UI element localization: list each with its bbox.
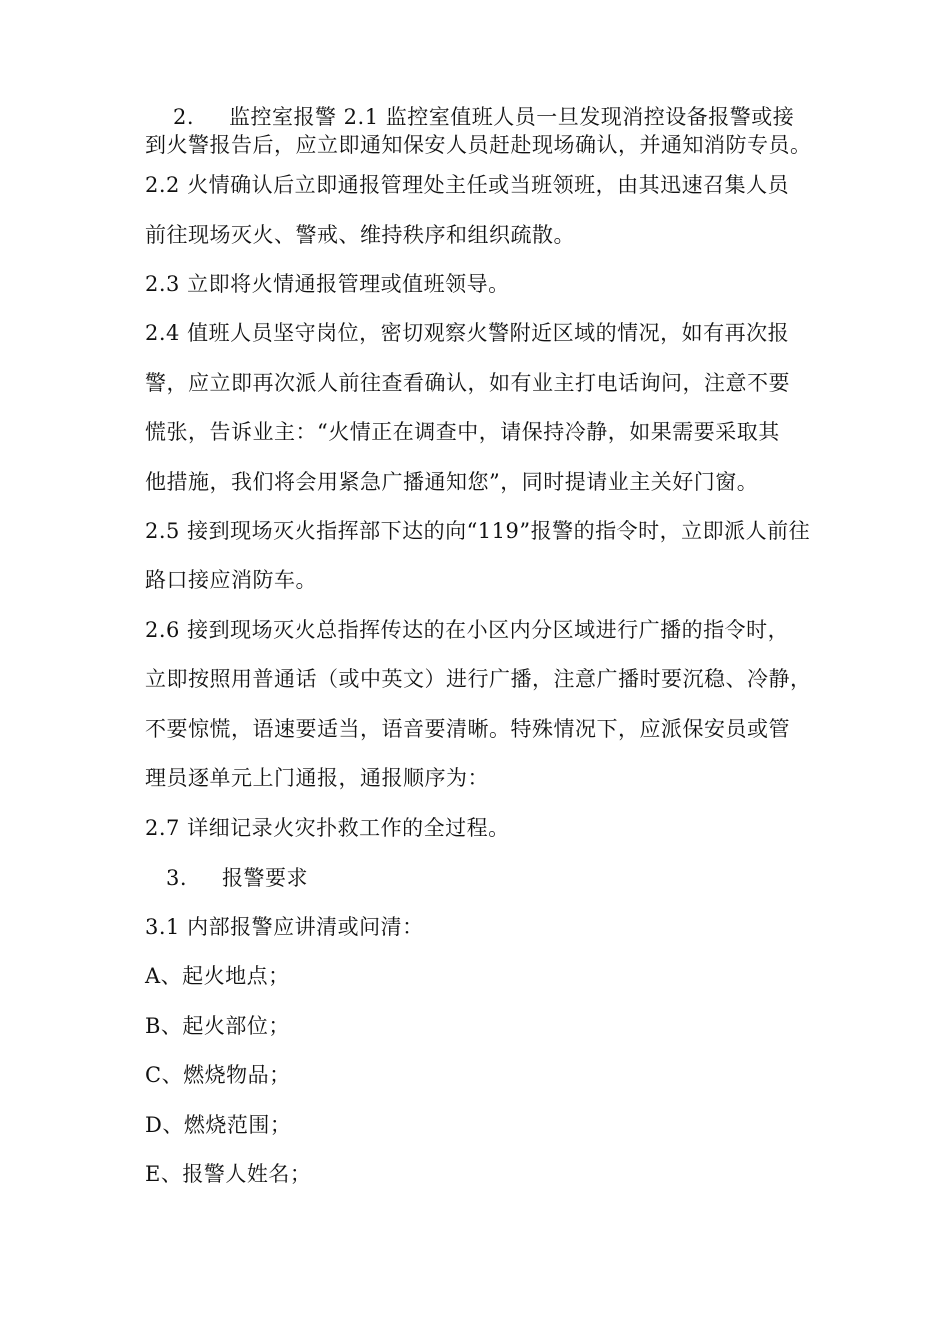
paragraph-2-4-line-1: 2.4 值班人员坚守岗位，密切观察火警附近区域的情况，如有再次报: [145, 321, 790, 345]
list-item: C、燃烧物品；: [145, 1063, 291, 1087]
paragraph-2-4-line-3: 慌张，告诉业主：“火情正在调查中，请保持冷静，如果需要采取其: [145, 420, 780, 444]
section-3-heading-text: 报警要求: [222, 866, 308, 890]
section-3-heading: [166, 865, 308, 891]
section-2-heading: [173, 104, 794, 130]
section-2-heading-continued: 到火警报告后，应立即通知保安人员赶赴现场确认，并通知消防专员。: [145, 133, 812, 157]
paragraph-2-4-line-4: 他措施，我们将会用紧急广播通知您”，同时提请业主关好门窗。: [145, 470, 759, 494]
paragraph-2-6-line-1: 2.6 接到现场灭火总指挥传达的在小区内分区域进行广播的指令时，: [145, 618, 790, 642]
paragraph-3-1: 3.1 内部报警应讲清或问清：: [145, 915, 424, 939]
paragraph-2-5-line-1: 2.5 接到现场灭火指挥部下达的向“119”报警的指令时，立即派人前往: [145, 519, 811, 543]
list-item: B、起火部位；: [145, 1014, 290, 1038]
paragraph-2-6-line-2: 立即按照用普通话（或中英文）进行广播，注意广播时要沉稳、冷静，: [145, 667, 812, 691]
list-item: E、报警人姓名；: [145, 1162, 312, 1186]
paragraph-2-6-line-3: 不要惊慌，语速要适当，语音要清晰。特殊情况下，应派保安员或管: [145, 717, 790, 741]
paragraph-2-4-line-2: 警，应立即再次派人前往查看确认，如有业主打电话询问，注意不要: [145, 371, 790, 395]
section-3-number: 3.: [166, 866, 188, 890]
paragraph-2-2-line-1: 2.2 火情确认后立即通报管理处主任或当班领班，由其迅速召集人员: [145, 173, 790, 197]
list-item: D、燃烧范围；: [145, 1113, 292, 1137]
paragraph-2-5-line-2: 路口接应消防车。: [145, 568, 317, 592]
list-item: A、起火地点；: [145, 964, 290, 988]
section-2-number: 2.: [173, 105, 195, 129]
paragraph-2-3: 2.3 立即将火情通报管理或值班领导。: [145, 272, 510, 296]
section-2-heading-text: 监控室报警 2.1 监控室值班人员一旦发现消控设备报警或接: [229, 105, 795, 129]
paragraph-2-6-line-4: 理员逐单元上门通报，通报顺序为：: [145, 766, 489, 790]
paragraph-2-2-line-2: 前往现场灭火、警戒、维持秩序和组织疏散。: [145, 223, 575, 247]
paragraph-2-7: 2.7 详细记录火灾扑救工作的全过程。: [145, 816, 510, 840]
